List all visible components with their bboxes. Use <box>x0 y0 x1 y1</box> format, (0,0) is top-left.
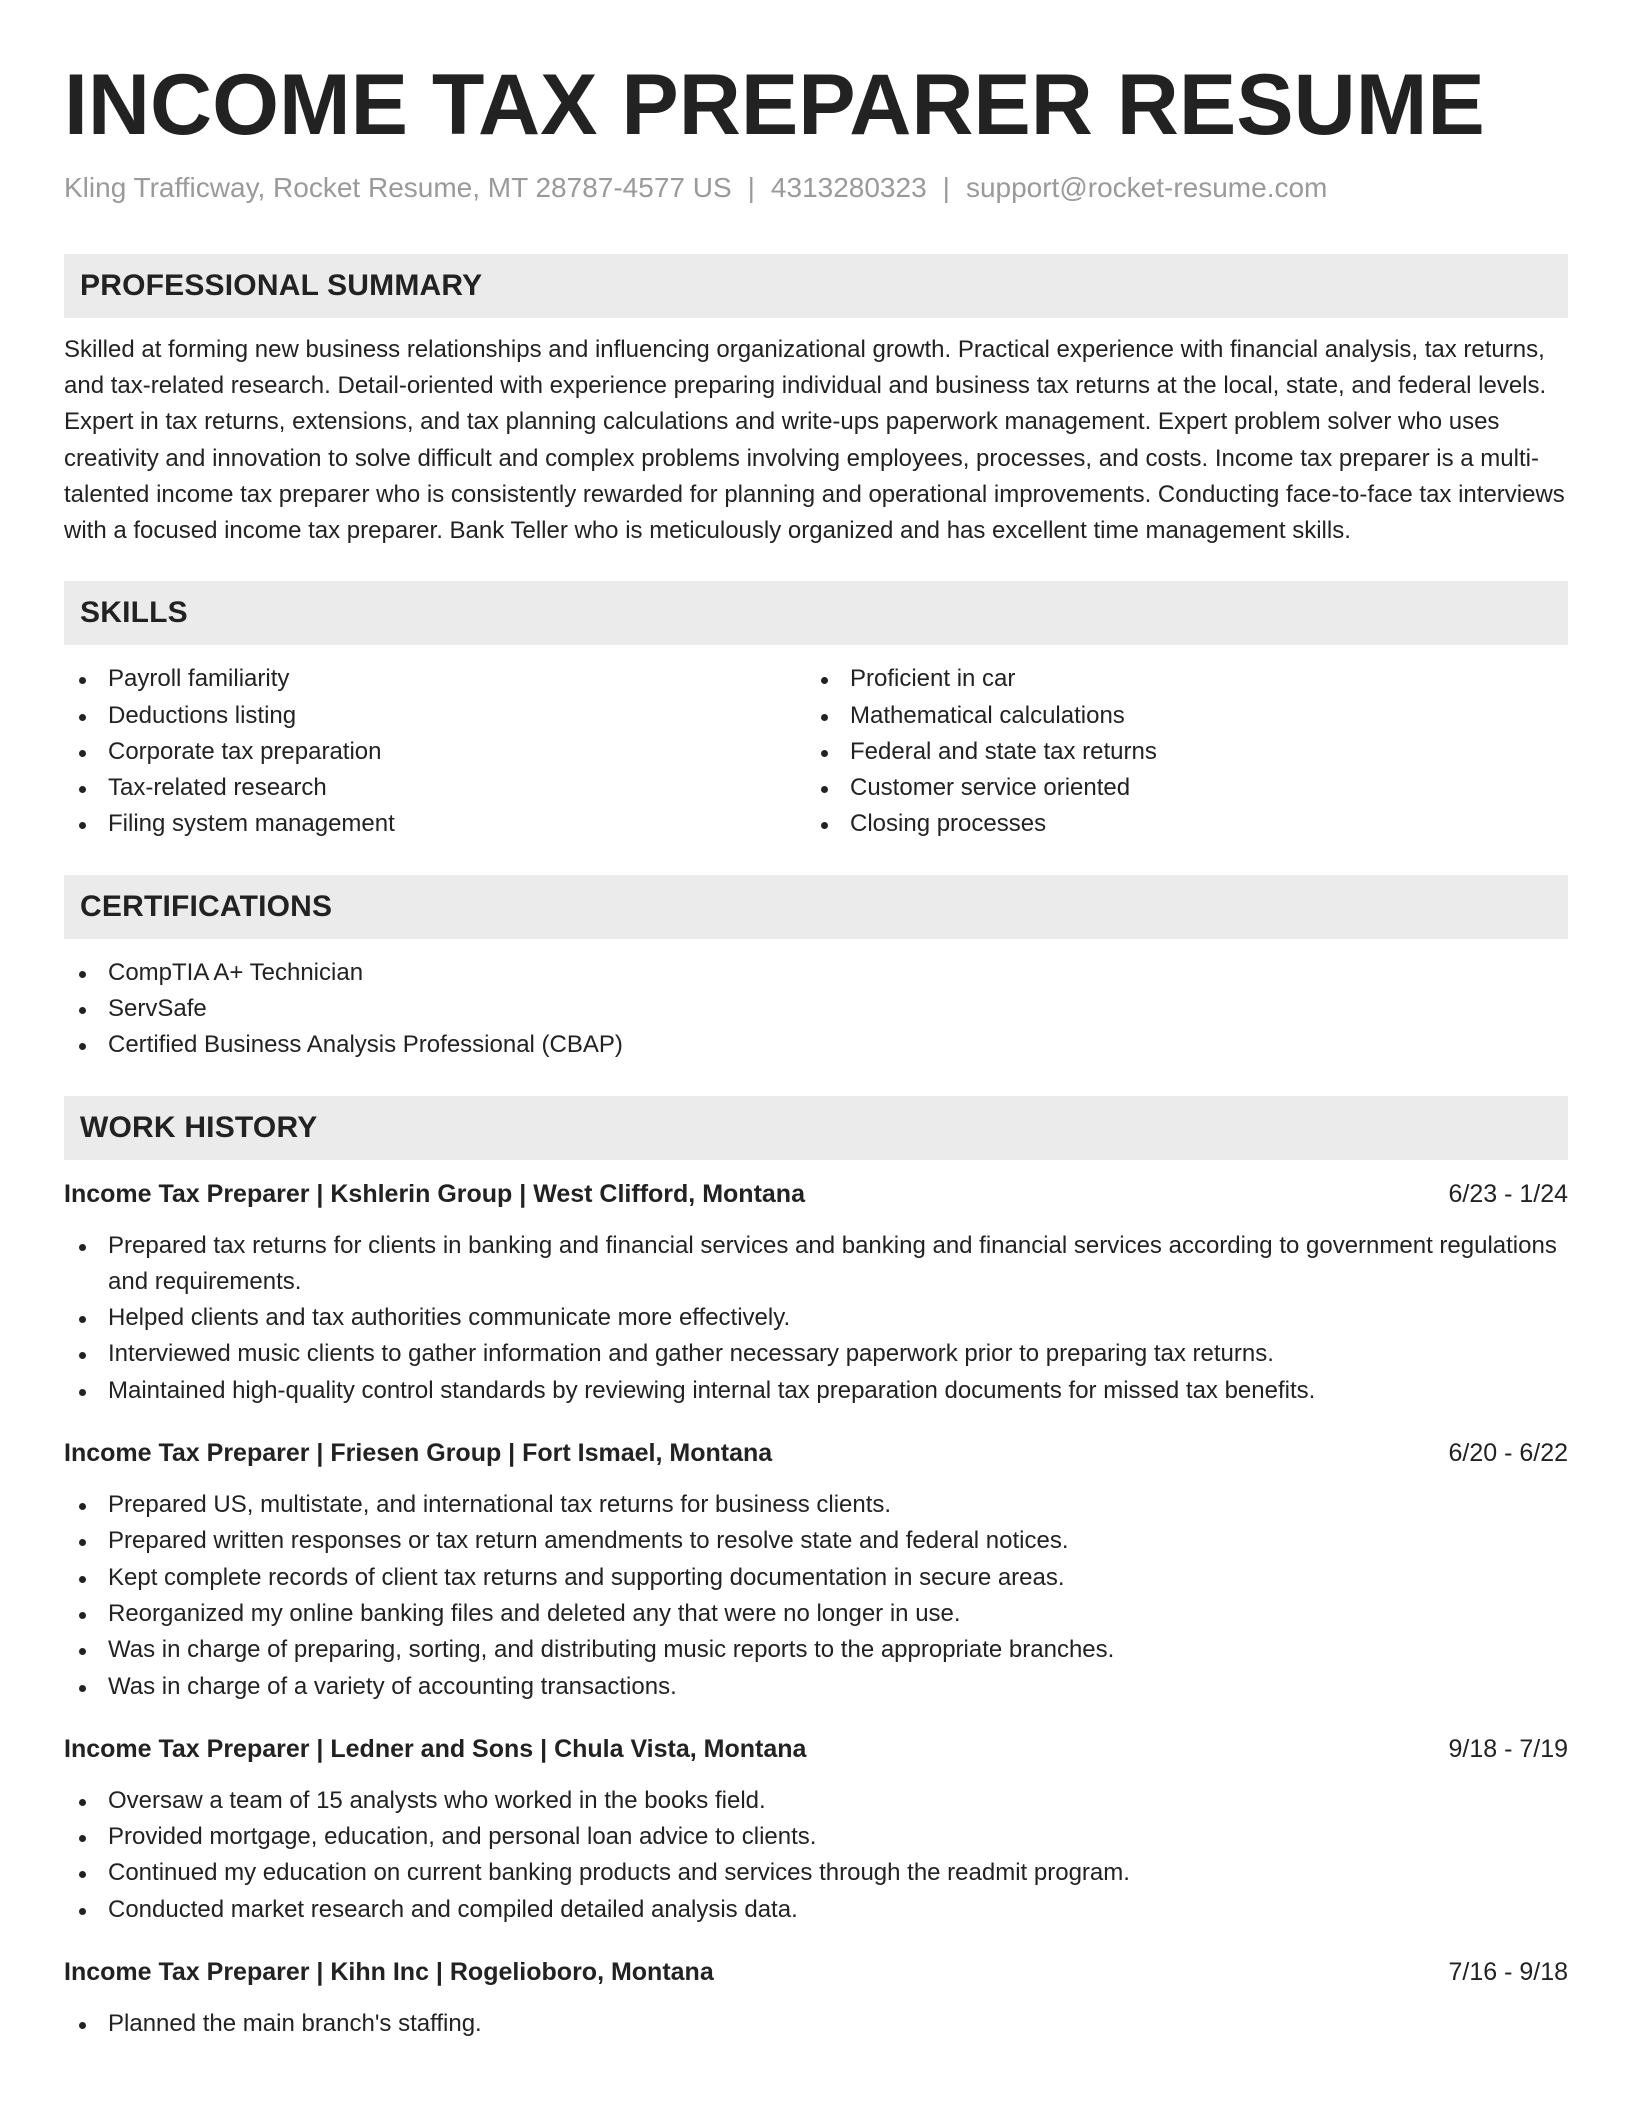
contact-address: Kling Trafficway, Rocket Resume, MT 28787-4577 US <box>64 172 732 203</box>
job-duty: Prepared US, multistate, and international tax returns for business clients. <box>64 1487 1568 1523</box>
skill-item: Proficient in car <box>806 661 1548 697</box>
job-duty: Kept complete records of client tax returns and supporting documentation in secure areas. <box>64 1560 1568 1596</box>
job-duty: Prepared tax returns for clients in banking and financial services and banking and financial services according to government regulations and requirements. <box>64 1228 1568 1301</box>
certification-item: CompTIA A+ Technician <box>64 955 1568 991</box>
skill-item: Federal and state tax returns <box>806 734 1548 770</box>
skills-heading: SKILLS <box>64 581 1568 645</box>
certification-item: Certified Business Analysis Professional (CBAP) <box>64 1027 1568 1063</box>
job-entry <box>64 1176 1568 1409</box>
certifications-heading: CERTIFICATIONS <box>64 875 1568 939</box>
job-entry <box>64 1731 1568 1928</box>
job-duties <box>64 1783 1568 1928</box>
certifications-section <box>64 875 1568 1064</box>
skill-item: Filing system management <box>64 806 806 842</box>
job-duty: Prepared written responses or tax return amendments to resolve state and federal notices. <box>64 1523 1568 1559</box>
summary-section <box>64 254 1568 549</box>
job-entry <box>64 1954 1568 2042</box>
job-title: Income Tax Preparer | Kshlerin Group | West Clifford, Montana <box>64 1179 805 1208</box>
job-header <box>64 1435 1568 1471</box>
skill-item: Payroll familiarity <box>64 661 806 697</box>
work-history-section <box>64 1096 1568 2043</box>
summary-text: Skilled at forming new business relationships and influencing organizational growth. Practical experience with financial analysis, tax returns, and tax-related research. Detail-oriented with experience preparing individual and business tax returns at the local, state, and federal levels. Expert in tax returns, extensions, and tax planning calculations and write-ups paperwork management. Expert problem solver who uses creativity and innovation to solve difficult and complex problems involving employees, processes, and costs. Income tax preparer is a multi-talented income tax preparer who is consistently rewarded for planning and operational improvements. Conducting face-to-face tax interviews with a focused income tax preparer. Bank Teller who is meticulously organized and has excellent time management skills. <box>64 336 1565 545</box>
job-duty: Reorganized my online banking files and deleted any that were no longer in use. <box>64 1596 1568 1632</box>
job-duty: Maintained high-quality control standards by reviewing internal tax preparation documents for missed tax benefits. <box>64 1373 1568 1409</box>
job-dates: 7/16 - 9/18 <box>1448 1958 1568 1987</box>
skill-item: Customer service oriented <box>806 770 1548 806</box>
job-dates: 6/23 - 1/24 <box>1448 1179 1568 1208</box>
job-duty: Provided mortgage, education, and personal loan advice to clients. <box>64 1819 1568 1855</box>
skills-grid <box>64 661 1568 842</box>
contact-phone: 4313280323 <box>770 172 927 203</box>
job-title: Income Tax Preparer | Kihn Inc | Rogelioboro, Montana <box>64 1958 714 1987</box>
certifications-list <box>64 955 1568 1064</box>
job-duty: Helped clients and tax authorities communicate more effectively. <box>64 1300 1568 1336</box>
job-duty: Conducted market research and compiled detailed analysis data. <box>64 1892 1568 1928</box>
skills-section <box>64 581 1568 842</box>
job-duty: Planned the main branch's staffing. <box>64 2006 1568 2042</box>
job-duties <box>64 1228 1568 1409</box>
job-header <box>64 1176 1568 1212</box>
job-dates: 9/18 - 7/19 <box>1448 1734 1568 1763</box>
skill-item: Deductions listing <box>64 698 806 734</box>
job-title: Income Tax Preparer | Friesen Group | Fort Ismael, Montana <box>64 1439 773 1468</box>
contact-separator: | <box>747 172 755 203</box>
job-duties <box>64 2006 1568 2042</box>
work-history-heading: WORK HISTORY <box>64 1096 1568 1160</box>
skills-column-left <box>64 661 806 842</box>
job-duties <box>64 1487 1568 1705</box>
job-duty: Oversaw a team of 15 analysts who worked in the books field. <box>64 1783 1568 1819</box>
job-duty: Continued my education on current banking products and services through the readmit program. <box>64 1855 1568 1891</box>
resume-title: INCOME TAX PREPARER RESUME <box>64 57 1485 153</box>
job-header <box>64 1731 1568 1767</box>
job-title: Income Tax Preparer | Ledner and Sons | Chula Vista, Montana <box>64 1734 807 1763</box>
job-duty: Was in charge of a variety of accounting transactions. <box>64 1669 1568 1705</box>
contact-line <box>64 168 1568 208</box>
certification-item: ServSafe <box>64 991 1568 1027</box>
summary-heading: PROFESSIONAL SUMMARY <box>64 254 1568 318</box>
job-header <box>64 1954 1568 1990</box>
contact-separator: | <box>942 172 950 203</box>
contact-email: support@rocket-resume.com <box>965 172 1328 203</box>
job-duty: Interviewed music clients to gather information and gather necessary paperwork prior to preparing tax returns. <box>64 1336 1568 1372</box>
job-dates: 6/20 - 6/22 <box>1448 1439 1568 1468</box>
skill-item: Mathematical calculations <box>806 698 1548 734</box>
skill-item: Corporate tax preparation <box>64 734 806 770</box>
skills-column-right <box>806 661 1548 842</box>
job-duty: Was in charge of preparing, sorting, and distributing music reports to the appropriate branches. <box>64 1632 1568 1668</box>
skill-item: Closing processes <box>806 806 1548 842</box>
skill-item: Tax-related research <box>64 770 806 806</box>
job-entry <box>64 1435 1568 1705</box>
